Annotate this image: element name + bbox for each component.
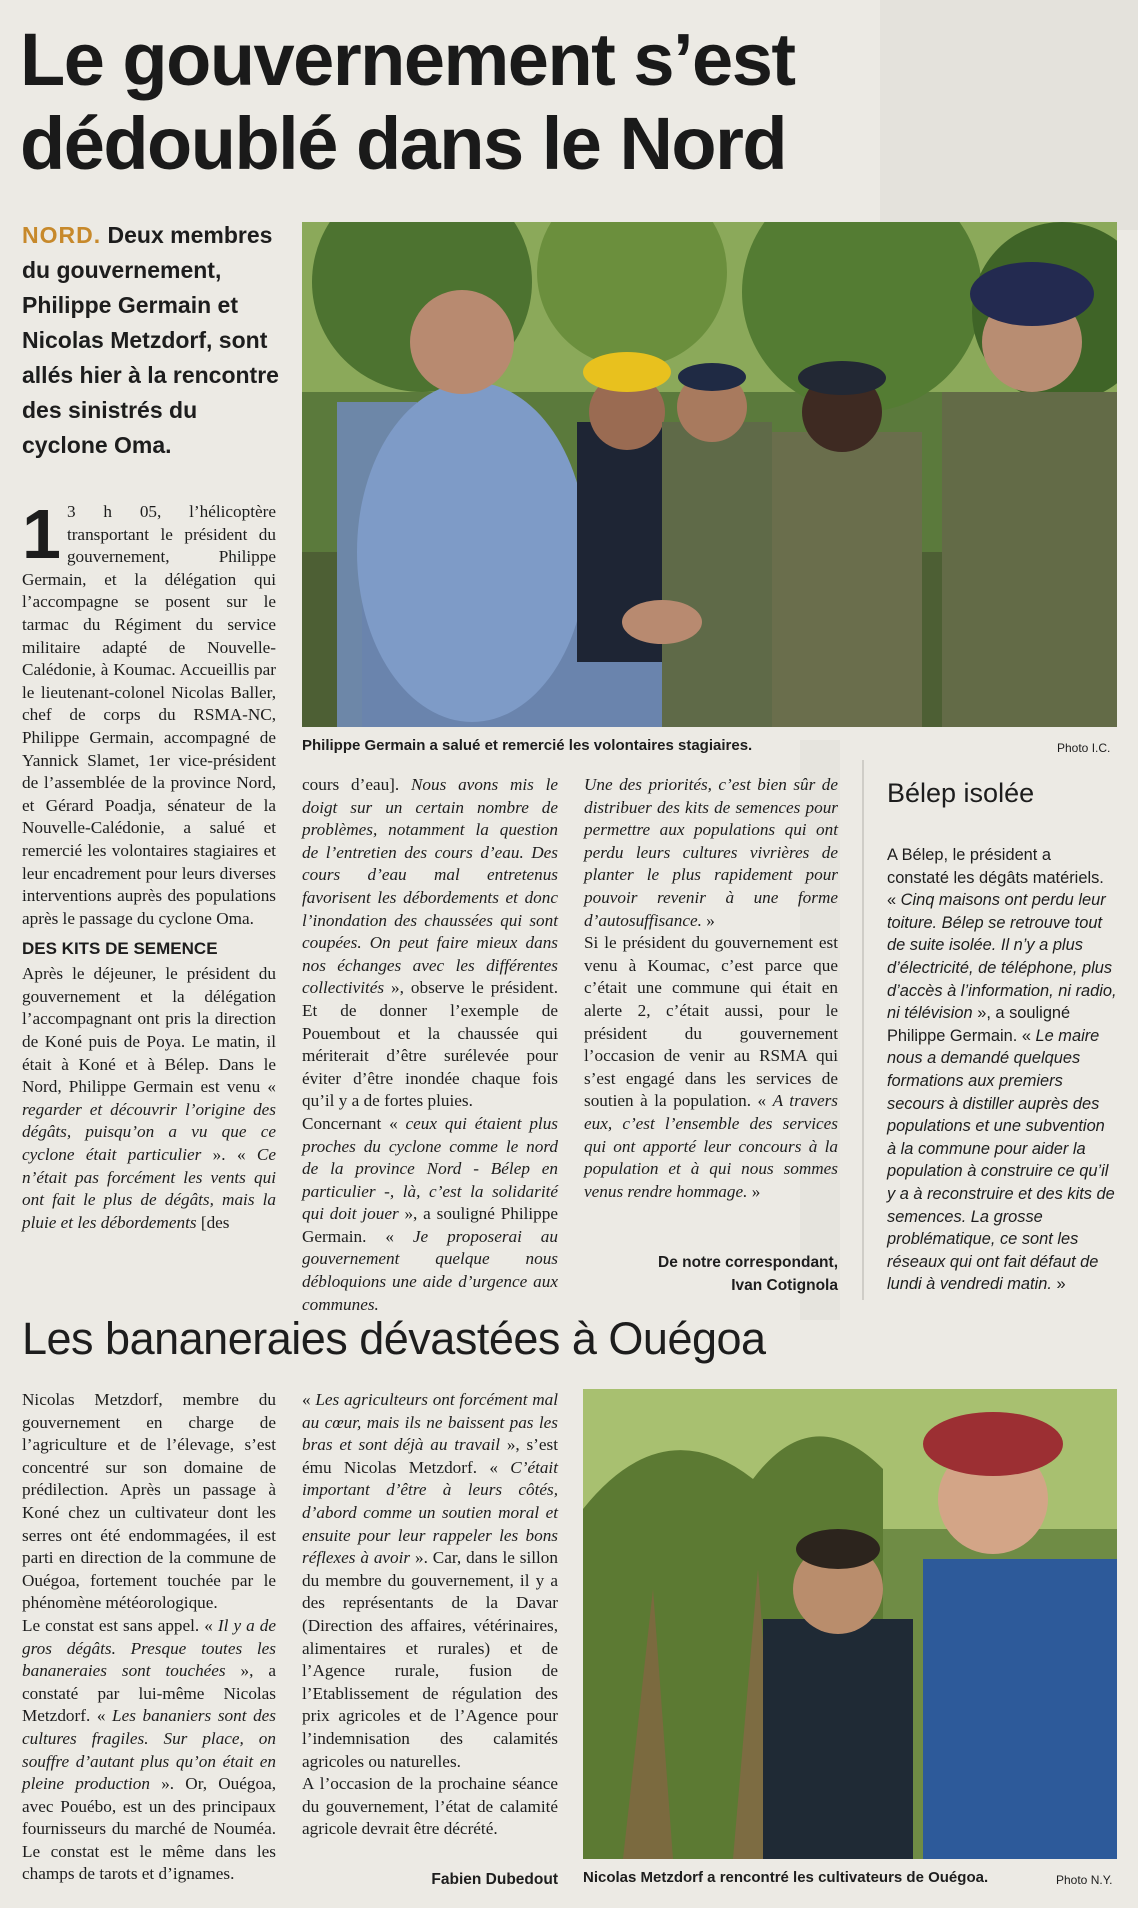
paragraph-a2-2: Le constat est sans appel. « Il y a de gros dégâts. Presque toutes les bananeraies sont touchées », a constaté par lui-même Nicolas Metzdorf. « Les bananiers sont des cultures fragiles. Sur place, on souffre d’autant plus qu’on était en pleine production ». Or, Ouégoa, avec Pouébo, est un des principaux fournisseurs du marché de Nouméa. Le constat est le même dans les champs de tarots et d’ignames. [22, 1615, 276, 1884]
sidebar-rule [862, 760, 864, 1300]
lede-kicker: NORD. [22, 222, 102, 248]
paragraph-col2b: Concernant « ceux qui étaient plus proches du cyclone comme le nord de la province Nord - Bélep en particulier -, là, c’est la solidarité qui doit jouer », a souligné Philippe Germain. « Je proposerai au gouvernement quelque nous débloquions une aide d’urgence aux communes. [302, 1113, 558, 1314]
article1-column-2 [302, 774, 558, 1316]
photo-bananeraies-image [583, 1389, 1117, 1859]
paragraph-a2-1: Nicolas Metzdorf, membre du gouvernement en charge de l’agriculture et de l’élevage, s’est concentré sur son domaine de prédilection. Après un passage à Koné chez un cultivateur dont les serres ont été endommagées, il est parti en direction de la commune de Ouégoa, fortement touchée par le phénomène météorologique. [22, 1390, 276, 1613]
photo1-caption: Philippe Germain a salué et remercié les volontaires stagiaires. [302, 737, 753, 754]
paragraph-col3: Une des priorités, c’est bien sûr de distribuer des kits de semences pour permettre aux populations qui ont perdu leurs cultures vivrières de planter le plus rapidement pour pouvoir revenir à une forme d’autosuffisance. » [584, 775, 838, 930]
article2-column-2 [302, 1389, 558, 1841]
adjacent-page-strip [880, 0, 1138, 230]
paragraph-a2-4: A l’occasion de la prochaine séance du gouvernement, l’état de calamité agricole devrait être décrété. [302, 1774, 558, 1839]
sidebar-body: A Bélep, le président a constaté les dégâts matériels. « Cinq maisons ont perdu leur toiture. Bélep se retrouve tout de suite isolée. Il n’y a plus d’électricité, de téléphone, plus d’accès à l’information, ni radio, ni télévision », a souligné Philippe Germain. « Le maire nous a demandé quelques formations aux premiers secours à distiller auprès des populations et une subvention à la commune pour aider la population à construire ce qu’il y a à reconstruire et des kits de semences. La grosse problématique, ce sont les réseaux qui ont fait défaut de lundi à vendredi matin. » [887, 846, 1117, 1294]
paragraph-a2-3: « Les agriculteurs ont forcément mal au cœur, mais ils ne baissent pas les bras et sont déjà au travail », s’est ému Nicolas Metzdorf. « C’était important d’être à leurs côtés, d’abord comme un soutien moral et ensuite pour leur rappeler les bons réflexes à avoir ». Car, dans le sillon du membre du gouvernement, il y a des représentants de la Davar (Direction des affaires, vétérinaires, alimentaires et rurales) et de l’Agence rurale, fusion de l’Etablissement de régulation des prix agricoles et de l’Agence pour l’indemnisation des calamités agricoles ou naturelles. [302, 1390, 558, 1771]
photo-bananeraies [583, 1389, 1117, 1859]
paragraph-col3b: Si le président du gouvernement est venu à Koumac, c’est parce que c’était une commune qui était en alerte 2, c’était aussi, pour le président du gouvernement l’occasion de venir au RSMA qui s’est engagé dans les services de soutien à la population. « A travers eux, c’est l’ensemble des services qui ont apporté leur concours à la population et à qui nous sommes venus rendre hommage. » [584, 933, 838, 1201]
lede-text: Deux membres du gouvernement, Philippe Germain et Nicolas Metzdorf, sont allés hier à la rencontre des sinistrés du cyclone Oma. [22, 222, 279, 458]
photo2-caption: Nicolas Metzdorf a rencontré les cultivateurs de Ouégoa. [583, 1869, 989, 1886]
article1-column-1 [22, 495, 276, 1234]
article2-column-1 [22, 1389, 276, 1886]
byline-line-1: De notre correspondant, [658, 1254, 838, 1271]
sidebar-title: Bélep isolée [887, 778, 1035, 808]
paragraph-intro [22, 495, 276, 930]
paragraph-col2: cours d’eau]. Nous avons mis le doigt sur un certain nombre de problèmes, notamment la question de l’entretien des cours d’eau. Des cours d’eau mal entretenus favorisent les débordements et donc l’inondation des chaussées qui sont coupées. On peut faire mieux dans nos échanges avec les différentes collectivités », observe le président. Et de donner l’exemple de Pouembout et la chaussée qui mériterait d’être surélevée pour éviter d’être inondée chaque fois qu’il y a de fortes pluies. [302, 775, 559, 1111]
headline-bananeraies: Les bananeraies dévastées à Ouégoa [22, 1313, 766, 1364]
intro-text: 3 h 05, l’hélicoptère transportant le président du gouvernement, Philippe Germain, et la délégation qui l’accompagne se posent sur le tarmac du Régiment du service militaire adapté de Nouvelle-Calédonie, à Koumac. Accueillis par le lieutenant-colonel Nicolas Baller, chef de corps du RSMA-NC, Philippe Germain, accompagné de Yannick Slamet, 1er vice-président de l’assemblée de la province Nord, et Gérard Poadja, sénateur de la Nouvelle-Calédonie, a salué et remercié les volontaires stagiaires et leur encadrement pour leurs diverses interventions auprès des populations après le passage du cyclone Oma. [22, 502, 276, 928]
subhead-kits: DES KITS DE SEMENCE [22, 939, 218, 959]
lede [22, 218, 287, 463]
photo1-credit: Photo I.C. [1057, 741, 1111, 755]
photo-handshake-image [302, 222, 1117, 727]
byline-dubedout: Fabien Dubedout [431, 1871, 558, 1888]
paragraph-kits: Après le déjeuner, le président du gouvernement et la délégation l’accompagnant ont pris la direction de Koné puis de Poya. Le matin, il était à Koné et à Bélep. Dans le Nord, Philippe Germain est venu « regarder et découvrir l’origine des dégâts, puisqu’on a vu que ce cyclone était particulier ». « Ce n’était pas forcément les vents qui ont fait le plus de dégâts, mais la pluie et les débordements [des [22, 964, 276, 1232]
byline-correspondent [584, 1251, 838, 1297]
article1-column-3 [584, 774, 838, 1203]
photo2-credit: Photo N.Y. [1056, 1873, 1113, 1887]
headline: Le gouvernement s’est dédoublé dans le Nord [20, 18, 795, 185]
byline-line-2: Ivan Cotignola [731, 1277, 838, 1294]
dropcap: 1 [22, 495, 61, 573]
photo-handshake [302, 222, 1117, 727]
